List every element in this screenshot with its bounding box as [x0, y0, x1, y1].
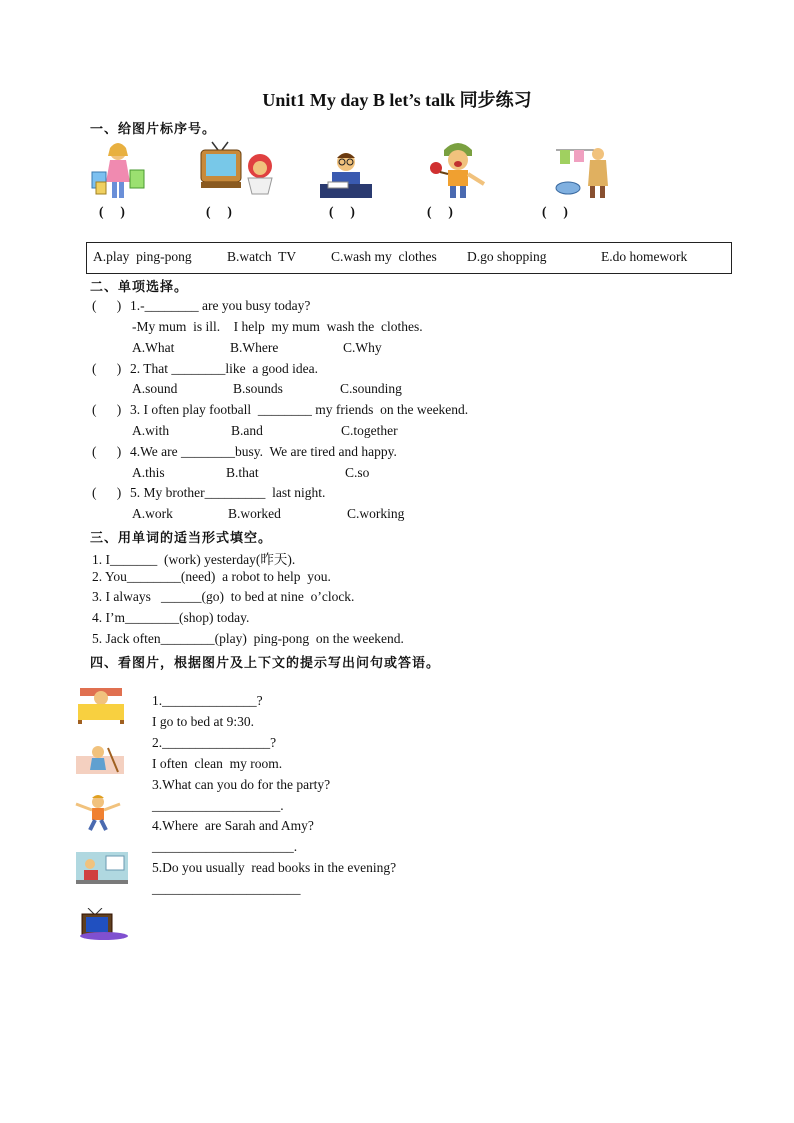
section4-heading: 四、看图片，根据图片及上下文的提示写出问句或答语。 [90, 656, 441, 671]
sec4-line-8: _____________________. [152, 839, 298, 854]
q3-option-b: B.and [231, 423, 263, 438]
shopping-girl-icon [88, 140, 148, 200]
options-box [86, 242, 732, 274]
q2-option-c: C.sounding [340, 381, 402, 396]
answer-paren-1[interactable]: ( ) [99, 204, 125, 219]
q1-extra: -My mum is ill. I help my mum wash the clothes. [132, 319, 423, 334]
sec4-line-1: 1.______________? [152, 693, 263, 708]
answer-paren-2[interactable]: ( ) [206, 204, 232, 219]
fill-item-2: 2. You________(need) a robot to help you. [92, 569, 331, 584]
fill-item-3: 3. I always ______(go) to bed at nine o’clock. [92, 589, 355, 604]
answer-paren-3[interactable]: ( ) [329, 204, 355, 219]
q5-option-c: C.working [347, 506, 405, 521]
washing-clothes-icon [554, 140, 612, 200]
q3-option-a: A.with [132, 423, 170, 438]
section3-heading: 三、用单词的适当形式填空。 [90, 531, 273, 546]
q1-option-c: C.Why [343, 340, 382, 355]
q1-paren[interactable]: ( ) [92, 298, 122, 313]
q3-option-c: C.together [341, 423, 398, 438]
sec4-line-3: 2.________________? [152, 735, 277, 750]
tv-watching-icon [198, 140, 278, 198]
sec4-line-2: I go to bed at 9:30. [152, 714, 254, 729]
q2-option-a: A.sound [132, 381, 178, 396]
q3-paren[interactable]: ( ) [92, 402, 122, 417]
option-a: A.play ping-pong [93, 249, 192, 264]
sec4-line-4: I often clean my room. [152, 756, 283, 771]
sec4-line-5: 3.What can you do for the party? [152, 777, 331, 792]
ping-pong-boy-icon [428, 140, 490, 200]
dancing-boy-icon [74, 794, 122, 832]
sec4-line-10: ______________________ [152, 881, 301, 896]
option-c: C.wash my clothes [331, 249, 437, 264]
q2-paren[interactable]: ( ) [92, 361, 122, 376]
q4-option-a: A.this [132, 465, 165, 480]
section2-heading: 二、单项选择。 [90, 280, 189, 295]
option-b: B.watch TV [227, 249, 297, 264]
q5-option-b: B.worked [228, 506, 281, 521]
option-e: E.do homework [601, 249, 688, 264]
page-title: Unit1 My day B let’s talk 同步练习 [262, 90, 532, 110]
sec4-line-9: 5.Do you usually read books in the evening? [152, 860, 397, 875]
cleaning-room-icon [74, 742, 126, 776]
fill-item-5: 5. Jack often________(play) ping-pong on the weekend. [92, 631, 404, 646]
answer-paren-4[interactable]: ( ) [427, 204, 453, 219]
q4-option-b: B.that [226, 465, 259, 480]
q5-stem: 5. My brother_________ last night. [130, 485, 326, 500]
q3-stem: 3. I often play football ________ my friends on the weekend. [130, 402, 469, 417]
q4-option-c: C.so [345, 465, 370, 480]
q2-option-b: B.sounds [233, 381, 283, 396]
q1-option-a: A.What [132, 340, 175, 355]
sec4-line-6: ___________________. [152, 798, 284, 813]
homework-boy-icon [318, 148, 374, 200]
q2-stem: 2. That ________like a good idea. [130, 361, 318, 376]
fill-item-1: 1. I_______ (work) yesterday(昨天). [92, 552, 296, 567]
q5-paren[interactable]: ( ) [92, 485, 122, 500]
fill-item-4: 4. I’m________(shop) today. [92, 610, 250, 625]
tv-icon [74, 908, 130, 942]
bed-sleeping-icon [76, 684, 126, 724]
q1-option-b: B.Where [230, 340, 279, 355]
section1-heading: 一、给图片标序号。 [90, 122, 217, 137]
q4-stem: 4.We are ________busy. We are tired and happy. [130, 444, 397, 459]
q5-option-a: A.work [132, 506, 173, 521]
q1-stem: 1.-________ are you busy today? [130, 298, 311, 313]
q4-paren[interactable]: ( ) [92, 444, 122, 459]
answer-paren-5[interactable]: ( ) [542, 204, 568, 219]
room-scene-icon [76, 852, 128, 884]
sec4-line-7: 4.Where are Sarah and Amy? [152, 818, 314, 833]
option-d: D.go shopping [467, 249, 547, 264]
